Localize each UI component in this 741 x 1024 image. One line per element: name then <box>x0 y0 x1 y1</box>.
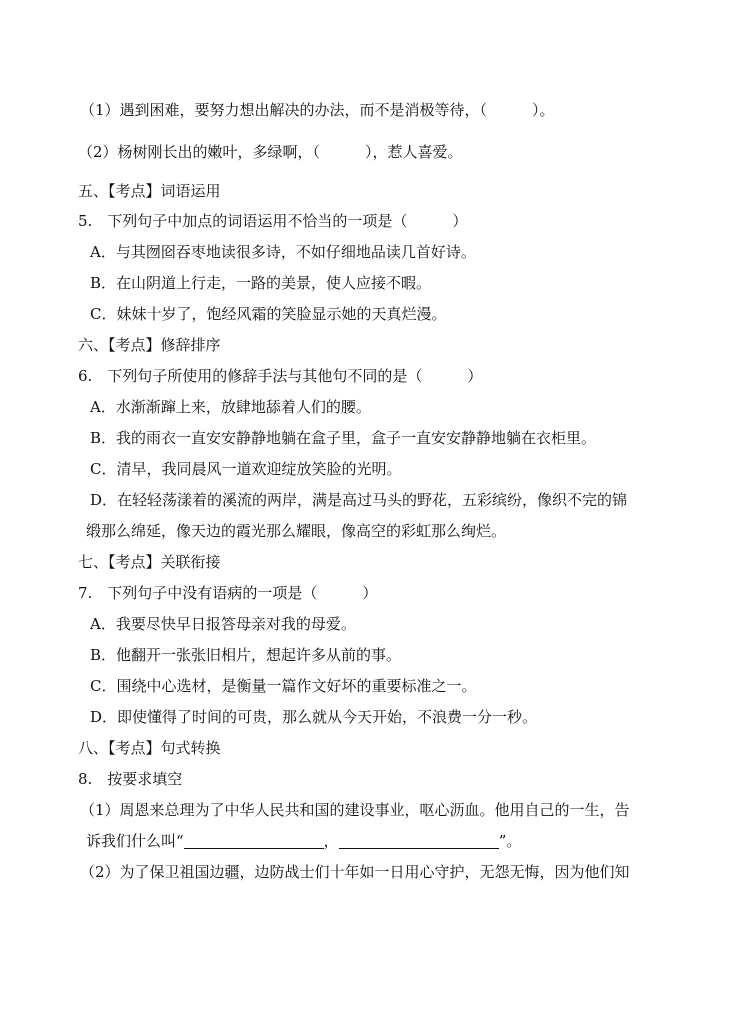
q6-option-d-continued: 缎那么绵延，像天边的霞光那么耀眼，像高空的彩虹那么绚烂。 <box>86 522 507 540</box>
q6-option-b: B．我的雨衣一直安安静静地躺在盒子里，盒子一直安安静静地躺在衣柜里。 <box>90 429 597 447</box>
q8-item-1-line-2 <box>0 826 741 856</box>
q4-item-1: （1）遇到困难，要努力想出解决的办法，而不是消极等待，（ ）。 <box>80 101 555 119</box>
section-5-heading: 五、【考点】词语运用 <box>78 182 221 200</box>
q6-option-a: A．水渐渐蹿上来，放肆地舔着人们的腰。 <box>90 398 371 416</box>
question-7: 7. 下列句子中没有语病的一项是（ ） <box>78 584 378 602</box>
q5-option-c: C．妹妹十岁了，饱经风霜的笑脸显示她的天真烂漫。 <box>90 305 447 323</box>
question-6: 6. 下列句子所使用的修辞手法与其他句不同的是（ ） <box>78 367 483 385</box>
q8-item-1-suffix: ”。 <box>498 832 522 850</box>
q8-item-1-prefix: 诉我们什么叫“ <box>86 832 184 850</box>
q6-option-d: D．在轻轻荡漾着的溪流的两岸，满是高过马头的野花，五彩缤纷，像织不完的锦 <box>90 491 628 509</box>
q8-item-2-line-1: （2）为了保卫祖国边疆，边防战士们十年如一日用心守护，无怨无悔，因为他们知 <box>80 863 630 881</box>
q8-item-1-separator: ， <box>323 832 339 850</box>
q6-option-c: C．清早，我同晨风一道欢迎绽放笑脸的光明。 <box>90 460 402 478</box>
section-8-heading: 八、【考点】句式转换 <box>78 739 221 757</box>
section-6-heading: 六、【考点】修辞排序 <box>78 336 221 354</box>
q4-item-2: （2）杨树刚长出的嫩叶，多绿啊，（ ），惹人喜爱。 <box>78 143 463 161</box>
q8-item-1-line-1: （1）周恩来总理为了中华人民共和国的建设事业，呕心沥血。他用自己的一生，告 <box>80 801 630 819</box>
q7-option-a: A．我要尽快早日报答母亲对我的母爱。 <box>90 615 356 633</box>
answer-blank-1[interactable] <box>184 830 324 849</box>
section-7-heading: 七、【考点】关联衔接 <box>78 553 221 571</box>
q5-option-a: A．与其囫囵吞枣地读很多诗，不如仔细地品读几首好诗。 <box>90 243 476 261</box>
answer-blank-2[interactable] <box>339 830 499 849</box>
q7-option-d: D．即使懂得了时间的可贵，那么就从今天开始，不浪费一分一秒。 <box>90 708 538 726</box>
q7-option-c: C．围绕中心选材，是衡量一篇作文好坏的重要标准之一。 <box>90 677 477 695</box>
question-8: 8. 按要求填空 <box>78 770 183 788</box>
q5-option-b: B．在山阴道上行走，一路的美景，使人应接不暇。 <box>90 274 432 292</box>
q7-option-b: B．他翻开一张张旧相片，想起许多从前的事。 <box>90 646 402 664</box>
question-5: 5. 下列句子中加点的词语运用不恰当的一项是（ ） <box>78 212 468 230</box>
